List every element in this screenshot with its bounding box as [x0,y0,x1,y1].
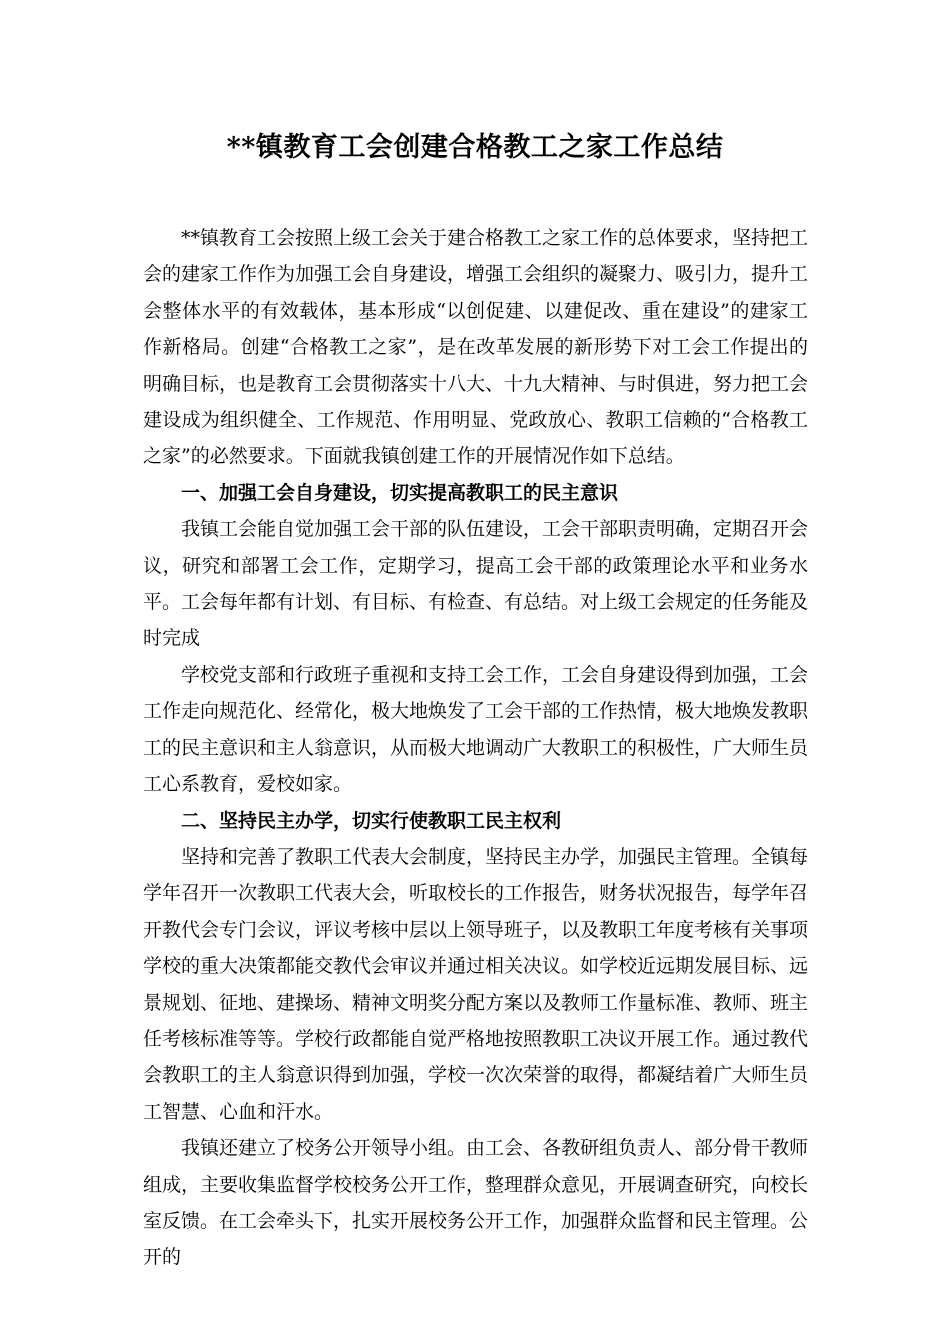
paragraph-4: 我镇还建立了校务公开领导小组。由工会、各教研组负责人、部分骨干教师组成，主要收集监督学校校务公开工作，整理群众意见，开展调查研究，向校长室反馈。在工会牵头下，扎实开展校务公开工作，加强群众监督和民主管理。公开的 [143,1137,809,1269]
section-heading-2: 二、坚持民主办学，切实行使教职工民主权利 [181,809,562,832]
document-title: **镇教育工会创建合格教工之家工作总结 [226,132,724,163]
paragraph-intro: **镇教育工会按照上级工会关于建合格教工之家工作的总体要求，坚持把工会的建家工作作为加强工会自身建设，增强工会组织的凝聚力、吸引力，提升工会整体水平的有效载体，基本形成“以创促建、以建促改、重在建设”的建家工作新格局。创建“合格教工之家”，是在改革发展的新形势下对工会工作提出的明确目标，也是教育工会贯彻落实十八大、十九大精神、与时俱进，努力把工会建设成为组织健全、工作规范、作用明显、党政放心、教职工信赖的“合格教工之家”的必然要求。下面就我镇创建工作的开展情况作如下总结。 [143,227,809,468]
document-body [143,220,808,1276]
section-heading-1: 一、加强工会自身建设，切实提高教职工的民主意识 [181,481,619,504]
paragraph-2: 学校党支部和行政班子重视和支持工会工作，工会自身建设得到加强，工会工作走向规范化、经常化，极大地焕发了工会干部的工作热情，极大地焕发教职工的民主意识和主人翁意识，从而极大地调动广大教职工的积极性，广大师生员工心系教育，爱校如家。 [143,663,809,796]
paragraph-3: 坚持和完善了教职工代表大会制度，坚持民主办学，加强民主管理。全镇每学年召开一次教职工代表大会，听取校长的工作报告，财务状况报告，每学年召开教代会专门会议，评议考核中层以上领导班子，以及教职工年度考核有关事项学校的重大决策都能交教代会审议并通过相关决议。如学校近远期发展目标、远景规划、征地、建操场、精神文明奖分配方案以及教师工作量标准、教师、班主任考核标准等等。学校行政都能自觉严格地按照教职工决议开展工作。通过教代会教职工的主人翁意识得到加强，学校一次次荣誉的取得，都凝结着广大师生员工智慧、心血和汗水。 [143,845,809,1123]
paragraph-1: 我镇工会能自觉加强工会干部的队伍建设，工会干部职责明确，定期召开会议，研究和部署工会工作，定期学习，提高工会干部的政策理论水平和业务水平。工会每年都有计划、有目标、有检查、有总结。对上级工会规定的任务能及时完成 [143,518,809,650]
